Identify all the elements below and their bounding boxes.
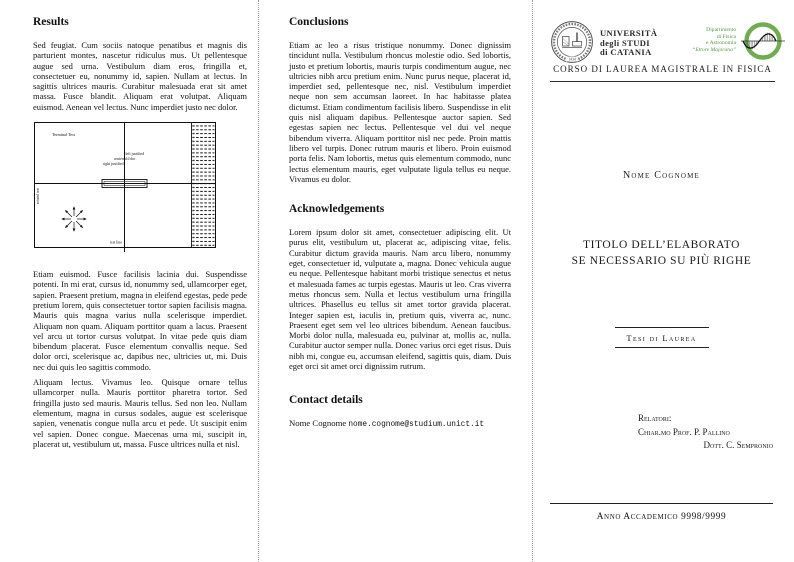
thesis-title-line-1: TITOLO DELL’ELABORATO <box>582 239 741 251</box>
university-seal-icon <box>550 20 594 66</box>
middle-column <box>289 16 511 429</box>
results-paragraph-2: Etiam euismod. Fusce facilisis lacinia dui. Suspendisse potenti. In mi erat, cursus id, nonummy sed, ullamcorper eget, sapien. Praesent pretium, magna in eleifend egestas, pede pede pretium lorem, quis consectetuer tortor sapien facilisis magna. Mauris quis magna varius nulla scelerisque imperdiet. Aliquam non quam. Aliquam porttitor quam a lacus. Praesent vel arcu ut tortor cursus volutpat. In vitae pede quis diam bibendum placerat. Fusce elementum convallis neque. Sed dolor orci, scelerisque ac, dapibus nec, ultricies ut, mi. Duis nec dui quis leo sagittis commodo. <box>33 269 247 372</box>
contact-section <box>289 394 511 429</box>
fold-line-right <box>532 0 533 562</box>
seal-year: 1434 <box>568 57 576 62</box>
figure-left-justified-label: left justified <box>125 152 144 157</box>
thesis-type: Tesi di Laurea <box>615 327 709 348</box>
physics-department-logo-icon <box>739 20 787 64</box>
thesis-type-block <box>548 327 775 348</box>
conclusions-heading: Conclusions <box>289 16 349 28</box>
figure-test-line-label: test line <box>110 240 122 245</box>
arrow-star <box>62 207 86 231</box>
advisors-block <box>638 412 773 453</box>
results-column <box>33 16 247 454</box>
line-weight-test-rows <box>192 123 216 247</box>
cover-column <box>548 0 775 562</box>
university-name: UNIVERSITÀ degli STUDI di CATANIA <box>600 28 658 57</box>
figure-rotated-label: rotated text <box>36 187 40 205</box>
course-title: CORSO DI LAUREA MAGISTRALE IN FISICA <box>550 64 775 82</box>
thesis-title-line-2: SE NECESSARIO SU PIÙ RIGHE <box>571 255 752 267</box>
results-paragraph-3: Aliquam lectus. Vivamus leo. Quisque ornare tellus ullamcorper nulla. Mauris porttitor pharetra tortor. Sed fringilla justo sed mauris. Mauris tellus. Sed non leo. Nullam elementum, magna in cursus sodales, augue est scelerisque sapien, venenatis congue nulla arcu et pede. Ut suscipit enim vel sapien. Donec congue. Maecenas urna mi, suscipit in, placerat ut, vestibulum ut, massa. Fusce ultrices nulla et nisl. <box>33 377 247 449</box>
contact-heading: Contact details <box>289 394 363 407</box>
test-pattern-svg <box>34 122 216 253</box>
acknowledgements-section <box>289 203 511 371</box>
contact-name: Nome Cognome <box>289 418 347 429</box>
academic-year: Anno Accademico 9998/9999 <box>550 503 773 522</box>
conclusions-paragraph: Etiam ac leo a risus tristique nonummy. Donec dignissim tincidunt nulla. Vestibulum rhoncus molestie odio. Sed lobortis, justo et pretium lobortis, mauris turpis condimentum augue, nec ultricies nibh arcu pretium enim. Nunc purus neque, placerat id, imperdiet sed, pellentesque nec, nisl. Vestibulum imperdiet neque non sem accumsan laoreet. In hac habitasse platea dictumst. Etiam condimentum facilisis libero. Suspendisse in elit quis nisl aliquam dapibus. Pellentesque auctor sapien. Sed egestas sapien nec lectus. Pellentesque vel dui vel neque bibendum viverra. Aliquam porttitor nisl nec pede. Proin mattis libero vel turpis. Donec rutrum mauris et libero. Proin euismod porta felis. Nam lobortis, metus quis elementum commodo, nunc lectus elementum mauris, eget vulputate ligula tellus eu neque. Vivamus eu dolor. <box>289 40 511 184</box>
thesis-title <box>548 237 775 269</box>
contact-email: nome.cognome@studium.unict.it <box>348 421 485 430</box>
test-pattern-figure <box>34 122 247 258</box>
advisor-1: Chiar.mo Prof. P. Pallino <box>638 426 730 437</box>
contact-line <box>289 418 511 429</box>
acknowledgements-paragraph: Lorem ipsum dolor sit amet, consectetuer adipiscing elit. Ut purus elit, vestibulum ut, placerat ac, adipiscing vitae, felis. Curabitur dictum gravida mauris. Nam arcu libero, nonummy eget, consectetuer id, vulputate a, magna. Donec vehicula augue eu neque. Pellentesque habitant morbi tristique senectus et netus et malesuada fames ac turpis egestas. Mauris ut leo. Cras viverra metus rhoncus sem. Nulla et lectus vestibulum urna fringilla ultrices. Phasellus eu tellus sit amet tortor gravida placerat. Integer sapien est, iaculis in, pretium quis, viverra ac, nunc. Praesent eget sem vel leo ultrices bibendum. Aenean faucibus. Morbi dolor nulla, malesuada eu, pulvinar at, mollis ac, nulla. Curabitur auctor semper nulla. Donec varius orci eget risus. Duis nibh mi, congue eu, accumsan eleifend, sagittis quis, diam. Duis eget orci sit amet orci dignissim rutrum. <box>289 227 511 372</box>
figure-right-justified-label: right justified <box>102 162 124 167</box>
advisors-label: Relatori: <box>638 413 672 423</box>
figure-centered-label: centered d dot <box>113 157 136 162</box>
acknowledgements-heading: Acknowledgements <box>289 203 385 216</box>
fold-line-left <box>258 0 259 562</box>
results-heading: Results <box>33 16 69 28</box>
department-name: Dipartimento di Fisica e Astronomia “Ettore Majorana” <box>692 27 736 53</box>
advisor-2: Dott. C. Sempronio <box>703 440 773 450</box>
author-name: Nome Cognome <box>622 170 701 181</box>
logos-row <box>550 20 775 66</box>
results-paragraph-1: Sed feugiat. Cum sociis natoque penatibus et magnis dis parturient montes, nascetur ridiculus mus. Ut pellentesque augue sed urna. Vestibulum diam eros, fringilla et, consectetuer eu, nonummy id, sapien. Nullam at lectus. In sagittis ultrices mauris. Curabitur malesuada erat sit amet massa. Fusce blandit. Aliquam erat volutpat. Aliquam euismod. Aenean vel lectus. Nunc imperdiet justo nec dolor. <box>33 40 247 112</box>
figure-title-label: Terminal Test <box>52 132 75 138</box>
